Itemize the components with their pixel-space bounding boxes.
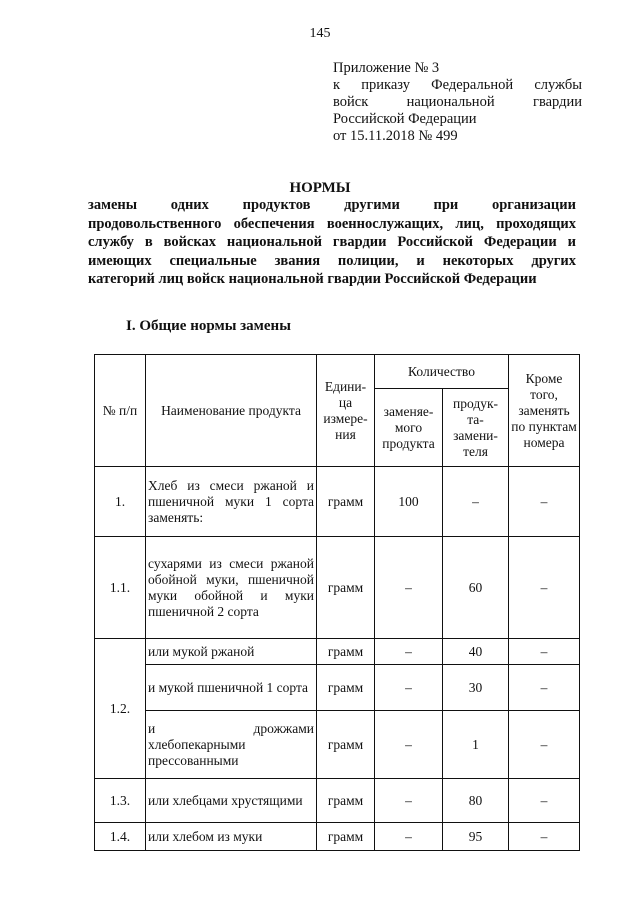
row-unit: грамм (317, 639, 375, 665)
appendix-line: Российской Федерации (333, 111, 477, 127)
table-row (95, 467, 580, 537)
header-num: № п/п (95, 355, 146, 467)
subtitle-line: категорий лиц войск национальной гвардии Российской Федерации (88, 271, 537, 287)
header-quantity: Количество (375, 355, 509, 389)
appendix-line: к приказу Федеральной службы (333, 77, 582, 93)
row-except: – (509, 467, 580, 537)
document-subtitle (88, 196, 576, 289)
row-replaced: – (375, 537, 443, 639)
page-number: 145 (309, 26, 331, 41)
row-unit: грамм (317, 467, 375, 537)
table-row (95, 711, 580, 779)
row-replacing: 30 (443, 665, 509, 711)
table-row (95, 537, 580, 639)
row-name: и дрожжами хлебопекарными прессованными (146, 711, 317, 779)
row-except: – (509, 823, 580, 851)
row-num: 1.3. (95, 779, 146, 823)
subtitle-line: продовольственного обеспечения военнослужащих, лиц, проходящих (88, 215, 576, 232)
row-except: – (509, 665, 580, 711)
row-name: или хлебцами хрустящими (146, 779, 317, 823)
row-replacing: 95 (443, 823, 509, 851)
header-replacing: продук-та-замени-теля (443, 389, 509, 467)
row-replaced: – (375, 665, 443, 711)
row-num: 1.1. (95, 537, 146, 639)
row-name: и мукой пшеничной 1 сорта (146, 665, 317, 711)
row-replacing: 60 (443, 537, 509, 639)
appendix-line: Приложение № 3 (333, 60, 440, 76)
norms-table (94, 354, 580, 851)
row-replacing: 1 (443, 711, 509, 779)
appendix-block (333, 60, 582, 145)
appendix-line: от 15.11.2018 № 499 (333, 128, 458, 144)
row-replaced: 100 (375, 467, 443, 537)
subtitle-line: службу в войсках национальной гвардии Российской Федерации и (88, 234, 576, 250)
table-row (95, 779, 580, 823)
table-row (95, 823, 580, 851)
row-unit: грамм (317, 537, 375, 639)
row-replaced: – (375, 711, 443, 779)
row-name: Хлеб из смеси ржаной и пшеничной муки 1 сорта заменять: (146, 467, 317, 537)
row-name: сухарями из смеси ржаной обойной муки, пшеничной муки обойной и муки пшеничной 2 сорта (146, 537, 317, 639)
subtitle-line: имеющих специальные звания полиции, и некоторых других (88, 252, 576, 269)
row-unit: грамм (317, 665, 375, 711)
row-name: или мукой ржаной (146, 639, 317, 665)
header-name: Наименование продукта (146, 355, 317, 467)
row-num: 1.2. (95, 639, 146, 779)
row-replacing: – (443, 467, 509, 537)
row-name: или хлебом из муки (146, 823, 317, 851)
row-except: – (509, 779, 580, 823)
table-row (95, 665, 580, 711)
section-title: I. Общие нормы замены (126, 318, 291, 334)
appendix-line: войск национальной гвардии (333, 94, 582, 110)
row-replacing: 80 (443, 779, 509, 823)
header-except: Кроме того, заменять по пунктам номера (509, 355, 580, 467)
row-num: 1. (95, 467, 146, 537)
row-unit: грамм (317, 711, 375, 779)
row-replaced: – (375, 779, 443, 823)
header-unit: Едини-ца измере-ния (317, 355, 375, 467)
row-unit: грамм (317, 779, 375, 823)
row-replacing: 40 (443, 639, 509, 665)
table-row (95, 639, 580, 665)
row-unit: грамм (317, 823, 375, 851)
row-except: – (509, 711, 580, 779)
document-title: НОРМЫ (289, 180, 351, 196)
row-num: 1.4. (95, 823, 146, 851)
row-except: – (509, 537, 580, 639)
row-except: – (509, 639, 580, 665)
header-replaced: заменяе-мого продукта (375, 389, 443, 467)
row-replaced: – (375, 823, 443, 851)
row-replaced: – (375, 639, 443, 665)
subtitle-line: замены одних продуктов другими при организации (88, 197, 576, 213)
